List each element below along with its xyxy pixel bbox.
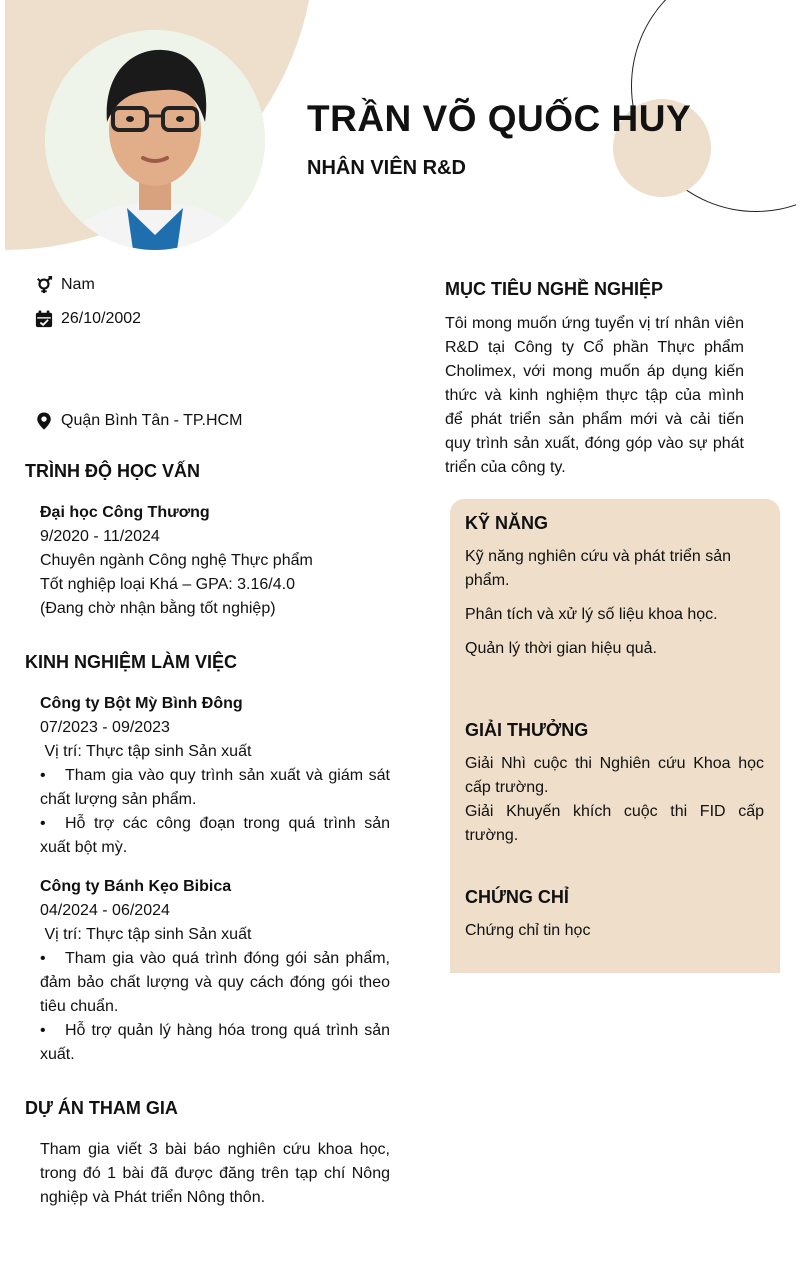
gender-value: Nam (61, 276, 95, 293)
task-list (40, 764, 390, 860)
experience-title: KINH NGHIỆM LÀM VIỆC (25, 652, 238, 672)
task-item: • Hỗ trợ các công đoạn trong quá trình sản xuất bột mỳ. (40, 812, 390, 860)
education-title: TRÌNH ĐỘ HỌC VẤN (25, 461, 200, 481)
location-pin-icon (35, 412, 53, 430)
job-position: Vị trí: Thực tập sinh Sản xuất (40, 743, 252, 760)
task-item: • Hỗ trợ quản lý hàng hóa trong quá trình sản xuất. (40, 1019, 390, 1067)
calendar-icon (35, 310, 53, 328)
side-panel (450, 499, 780, 973)
education-period: 9/2020 - 11/2024 (40, 528, 160, 545)
education-major: Chuyên ngành Công nghệ Thực phẩm (40, 552, 313, 569)
birthday-value: 26/10/2002 (61, 310, 142, 327)
company-name: Công ty Bột Mỳ Bình Đông (40, 695, 243, 712)
skill-item: Phân tích và xử lý số liệu khoa học. (465, 606, 718, 623)
school-name: Đại học Công Thương (40, 504, 210, 521)
job-position: Vị trí: Thực tập sinh Sản xuất (40, 926, 252, 943)
avatar (45, 30, 265, 250)
objective-title: MỤC TIÊU NGHỀ NGHIỆP (445, 279, 664, 299)
skills-title: KỸ NĂNG (465, 513, 549, 533)
address-value: Quận Bình Tân - TP.HCM (61, 412, 243, 429)
projects-title: DỰ ÁN THAM GIA (25, 1098, 178, 1118)
job-period: 04/2024 - 06/2024 (40, 902, 170, 919)
decorative-edge (796, 0, 800, 260)
candidate-name: TRẦN VÕ QUỐC HUY (307, 98, 692, 139)
skill-item: Quản lý thời gian hiệu quả. (465, 640, 657, 657)
task-item: • Tham gia vào quy trình sản xuất và giám sát chất lượng sản phẩm. (40, 764, 390, 812)
gender-icon (35, 276, 53, 294)
portrait-image (45, 30, 265, 250)
gender-row (35, 276, 95, 294)
skill-item: Kỹ năng nghiên cứu và phát triển sản phẩm. (465, 548, 731, 589)
certificate-item: Chứng chỉ tin học (465, 922, 591, 939)
award-item: Giải Khuyến khích cuộc thi FID cấp trường. (465, 803, 764, 844)
certificates-title: CHỨNG CHỈ (465, 887, 569, 907)
company-name: Công ty Bánh Kẹo Bibica (40, 878, 232, 895)
task-item: • Tham gia vào quá trình đóng gói sản phẩm, đảm bảo chất lượng và quy cách đóng gói theo tiêu chuẩn. (40, 947, 390, 1019)
task-list (40, 947, 390, 1067)
job-period: 07/2023 - 09/2023 (40, 719, 170, 736)
education-block (40, 501, 390, 621)
address-row (35, 412, 242, 430)
education-note: (Đang chờ nhận bằng tốt nghiệp) (40, 600, 276, 617)
objective-text: Tôi mong muốn ứng tuyển vị trí nhân viên R&D tại Công ty Cổ phần Thực phẩm Cholimex, với mong muốn áp dụng kiến thức và kinh nghiệm thực tập của mình để phát triển sản phẩm mới và cải tiến quy trình sản xuất, đóng góp vào sự phát triển của công ty. (445, 315, 744, 476)
birthday-row (35, 310, 141, 328)
job-title: NHÂN VIÊN R&D (307, 157, 466, 179)
projects-text: Tham gia viết 3 bài báo nghiên cứu khoa học, trong đó 1 bài đã được đăng trên tạp chí Nông nghiệp và Phát triển Nông thôn. (40, 1141, 390, 1206)
experience-job (40, 692, 390, 860)
education-grade: Tốt nghiệp loại Khá – GPA: 3.16/4.0 (40, 576, 295, 593)
experience-job (40, 875, 390, 1067)
award-item: Giải Nhì cuộc thi Nghiên cứu Khoa học cấp trường. (465, 755, 764, 796)
awards-title: GIẢI THƯỞNG (465, 720, 589, 740)
